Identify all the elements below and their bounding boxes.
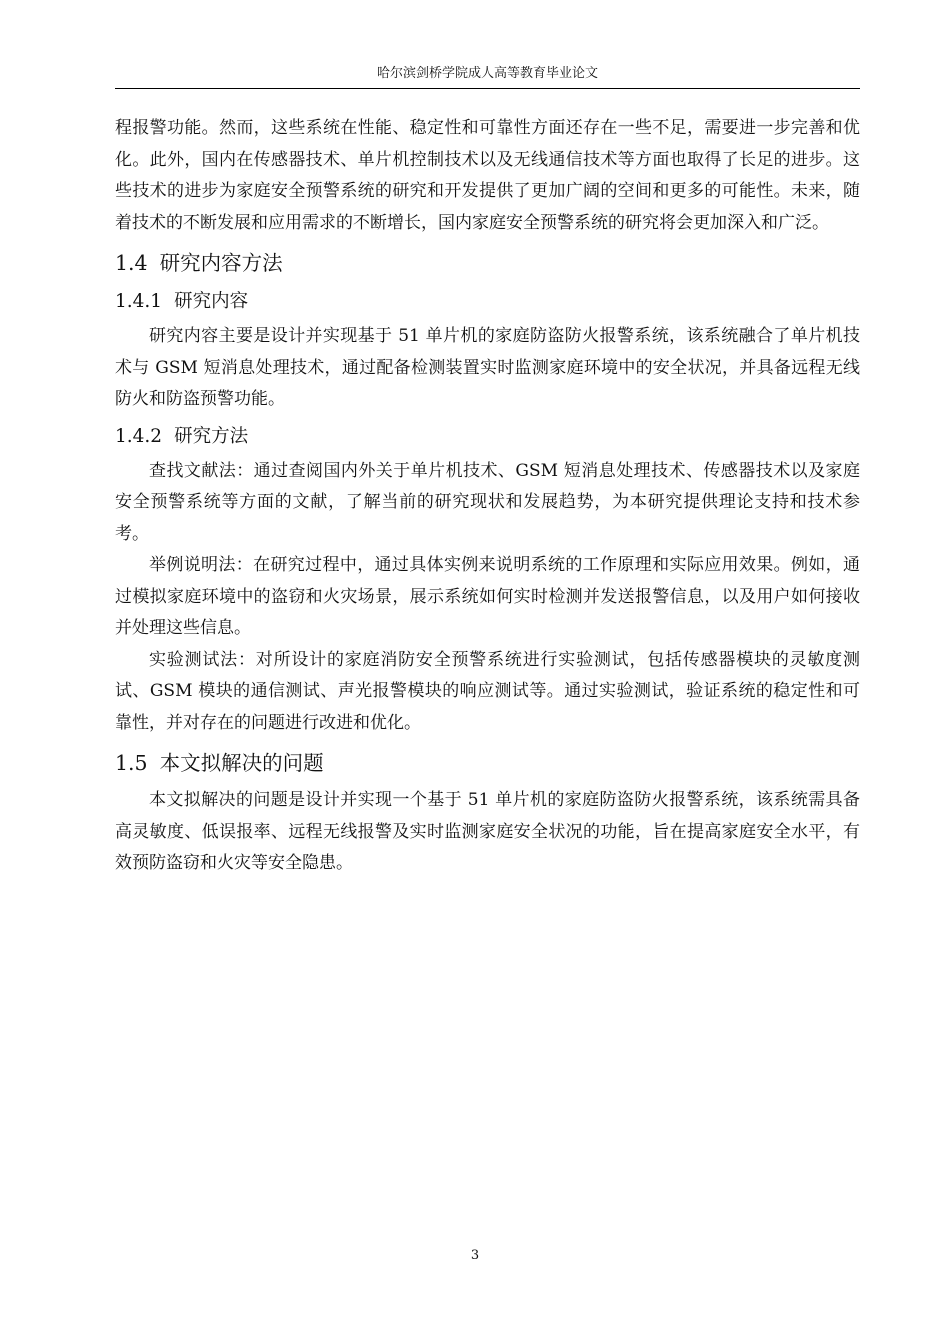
section-title: 研究内容方法: [159, 251, 283, 275]
subsection-heading-1-4-1: [115, 285, 860, 319]
subsection-number: 1.4.2: [115, 425, 163, 447]
section-heading-1-5: [115, 745, 860, 781]
section-heading-1-4: [115, 245, 860, 281]
subsection-number: 1.4.1: [115, 291, 163, 312]
method-paragraph-literature: 查找文献法：通过查阅国内外关于单片机技术、GSM 短消息处理技术、传感器技术以及家庭安全预警系统等方面的文献，了解当前的研究现状和发展趋势，为本研究提供理论支持和技术参考。: [115, 460, 860, 544]
section-title: 本文拟解决的问题: [159, 751, 324, 775]
header-rule: [115, 88, 860, 89]
running-header: 哈尔滨剑桥学院成人高等教育毕业论文: [376, 66, 598, 81]
section-number: 1.4: [115, 251, 148, 275]
problem-paragraph: 本文拟解决的问题是设计并实现一个基于 51 单片机的家庭防盗防火报警系统，该系统需具备高灵敏度、低误报率、远程无线报警及实时监测家庭安全状况的功能，旨在提高家庭安全水平，有效预防盗窃和火灾等安全隐患。: [115, 790, 860, 873]
method-paragraph-experiment: 实验测试法：对所设计的家庭消防安全预警系统进行实验测试，包括传感器模块的灵敏度测试、GSM 模块的通信测试、声光报警模块的响应测试等。通过实验测试，验证系统的稳定性和可靠性，并对存在的问题进行改进和优化。: [115, 649, 860, 733]
page-body: [115, 113, 860, 880]
section-number: 1.5: [115, 751, 148, 775]
subsection-title: 研究内容: [174, 291, 249, 312]
subsection-heading-1-4-2: [115, 420, 860, 454]
method-paragraph-examples: 举例说明法：在研究过程中，通过具体实例来说明系统的工作原理和实际应用效果。例如，通过模拟家庭环境中的盗窃和火灾场景，展示系统如何实时检测并发送报警信息，以及用户如何接收并处理这些信息。: [115, 555, 860, 638]
intro-paragraph: 程报警功能。然而，这些系统在性能、稳定性和可靠性方面还存在一些不足，需要进一步完善和优化。此外，国内在传感器技术、单片机控制技术以及无线通信技术等方面也取得了长足的进步。这些技术的进步为家庭安全预警系统的研究和开发提供了更加广阔的空间和更多的可能性。未来，随着技术的不断发展和应用需求的不断增长，国内家庭安全预警系统的研究将会更加深入和广泛。: [115, 118, 860, 233]
page-number: 3: [470, 1248, 480, 1263]
research-content-paragraph: 研究内容主要是设计并实现基于 51 单片机的家庭防盗防火报警系统，该系统融合了单片机技术与 GSM 短消息处理技术，通过配备检测装置实时监测家庭环境中的安全状况，并具备远程无线防火和防盗预警功能。: [115, 326, 860, 409]
subsection-title: 研究方法: [174, 425, 249, 447]
